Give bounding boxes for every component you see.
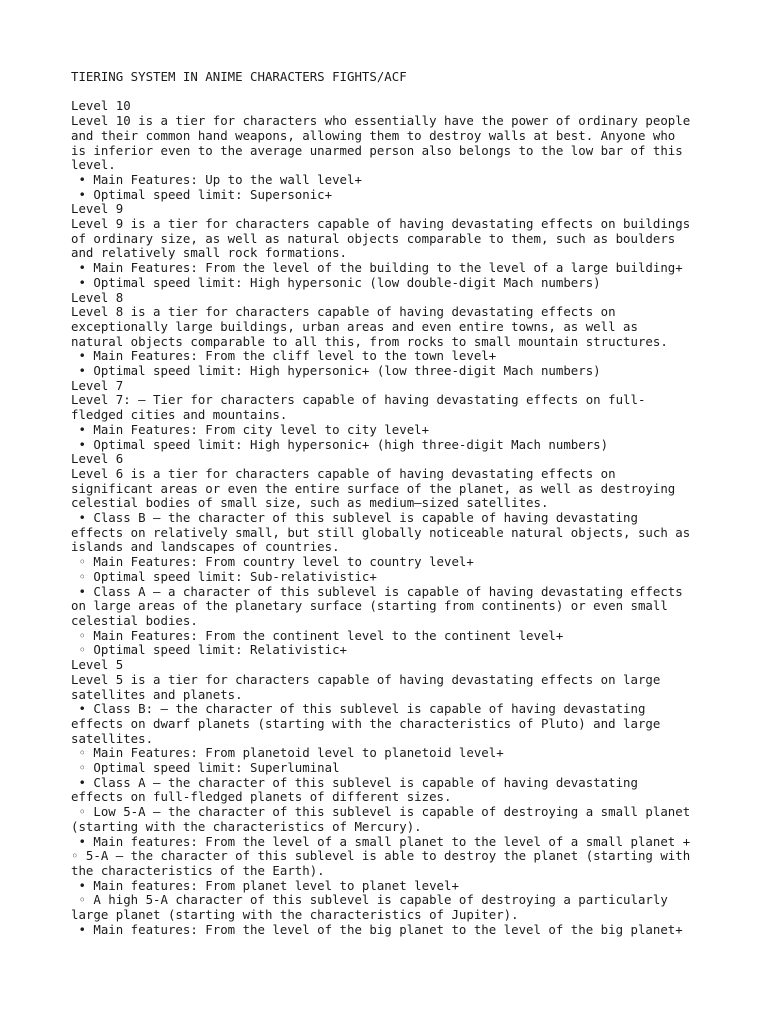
text-line: effects on relatively small, but still globally noticeable natural objects, such as bbox=[71, 524, 691, 540]
text-line: Level 5 is a tier for characters capable of having devastating effects on large bbox=[71, 671, 661, 687]
text-line: Level 8 bbox=[71, 289, 124, 305]
text-line: Level 6 bbox=[71, 451, 124, 467]
text-line: satellites. bbox=[71, 730, 154, 746]
text-line: • Main features: From the level of a small planet to the level of a small planet + bbox=[71, 833, 691, 849]
text-line: satellites and planets. bbox=[71, 686, 243, 702]
text-line: significant areas or even the entire surface of the planet, as well as destroying bbox=[71, 480, 676, 496]
text-line: ◦ A high 5-A character of this sublevel is capable of destroying a particularly bbox=[71, 892, 668, 908]
text-line: ◦ Main Features: From country level to country level+ bbox=[71, 554, 474, 570]
text-line: Level 10 bbox=[71, 98, 131, 114]
text-line: fledged cities and mountains. bbox=[71, 407, 288, 423]
text-line: large planet (starting with the characteristics of Jupiter). bbox=[71, 907, 519, 923]
text-line: Level 8 is a tier for characters capable of having devastating effects on bbox=[71, 304, 616, 320]
text-line: celestial bodies. bbox=[71, 613, 198, 628]
text-line: ◦ Main Features: From planetoid level to planetoid level+ bbox=[71, 745, 504, 761]
text-line: • Main Features: Up to the wall level+ bbox=[71, 171, 362, 187]
text-line: • Main Features: From the cliff level to the town level+ bbox=[71, 348, 497, 364]
text-line: is inferior even to the average unarmed person also belongs to the low bar of this bbox=[71, 142, 683, 158]
text-line: • Main Features: From city level to city level+ bbox=[71, 421, 430, 437]
text-line: • Optimal speed limit: High hypersonic+ (high three-digit Mach numbers) bbox=[71, 436, 609, 452]
text-line: Level 9 is a tier for characters capable of having devastating effects on buildings bbox=[71, 216, 691, 232]
text-line: ◦ Optimal speed limit: Superluminal bbox=[71, 760, 340, 776]
text-line: Level 7: — Tier for characters capable of having devastating effects on full- bbox=[71, 392, 646, 408]
text-line: • Main features: From planet level to planet level+ bbox=[71, 877, 459, 893]
text-line: Level 5 bbox=[71, 657, 124, 673]
text-line: effects on dwarf planets (starting with the characteristics of Pluto) and large bbox=[71, 715, 661, 731]
text-line: • Class A — a character of this sublevel is capable of having devastating effects bbox=[71, 583, 683, 599]
text-line: • Class A — the character of this sublevel is capable of having devastating bbox=[71, 774, 638, 790]
text-line: of ordinary size, as well as natural objects comparable to them, such as boulders bbox=[71, 230, 676, 246]
text-line: • Optimal speed limit: High hypersonic+ (low three-digit Mach numbers) bbox=[71, 363, 601, 379]
text-line: • Class B: — the character of this sublevel is capable of having devastating bbox=[71, 701, 646, 717]
text-line: Level 9 bbox=[71, 201, 124, 217]
text-line: and their common hand weapons, allowing them to destroy walls at best. Anyone who bbox=[71, 127, 676, 143]
text-line: (starting with the characteristics of Mercury). bbox=[71, 818, 422, 834]
text-line: ◦ Low 5-A — the character of this sublevel is capable of destroying a small planet bbox=[71, 804, 691, 820]
text-line: on large areas of the planetary surface (starting from continents) or even small bbox=[71, 598, 668, 614]
document-body bbox=[71, 99, 751, 937]
text-line: effects on full-fledged planets of different sizes. bbox=[71, 789, 452, 805]
text-line: ◦ 5-A — the character of this sublevel is able to destroy the planet (starting with bbox=[71, 848, 691, 864]
text-line: ◦ Optimal speed limit: Sub-relativistic+ bbox=[71, 568, 377, 584]
text-line: • Main features: From the level of the big planet to the level of the big planet+ bbox=[71, 921, 683, 937]
text-line: Level 6 is a tier for characters capable of having devastating effects on bbox=[71, 465, 616, 481]
text-line: • Class B — the character of this sublevel is capable of having devastating bbox=[71, 510, 638, 526]
text-line: the characteristics of the Earth). bbox=[71, 862, 325, 878]
text-line: Level 7 bbox=[71, 377, 124, 393]
text-line: exceptionally large buildings, urban areas and even entire towns, as well as bbox=[71, 318, 638, 334]
text-line: • Main Features: From the level of the building to the level of a large building+ bbox=[71, 260, 683, 276]
text-line: natural objects comparable to all this, from rocks to small mountain structures. bbox=[71, 333, 668, 349]
text-line: ◦ Main Features: From the continent level to the continent level+ bbox=[71, 627, 564, 643]
text-line: islands and landscapes of countries. bbox=[71, 539, 340, 555]
document-page bbox=[71, 70, 751, 937]
text-line: Level 10 is a tier for characters who essentially have the power of ordinary people bbox=[71, 113, 691, 129]
document-title: TIERING SYSTEM IN ANIME CHARACTERS FIGHTS/ACF bbox=[71, 69, 407, 84]
text-line: celestial bodies of small size, such as medium—sized satellites. bbox=[71, 495, 549, 511]
text-line: • Optimal speed limit: Supersonic+ bbox=[71, 186, 333, 202]
text-line: • Optimal speed limit: High hypersonic (low double-digit Mach numbers) bbox=[71, 274, 601, 290]
text-line: and relatively small rock formations. bbox=[71, 245, 348, 261]
text-line: ◦ Optimal speed limit: Relativistic+ bbox=[71, 642, 348, 658]
text-line: level. bbox=[71, 157, 116, 173]
